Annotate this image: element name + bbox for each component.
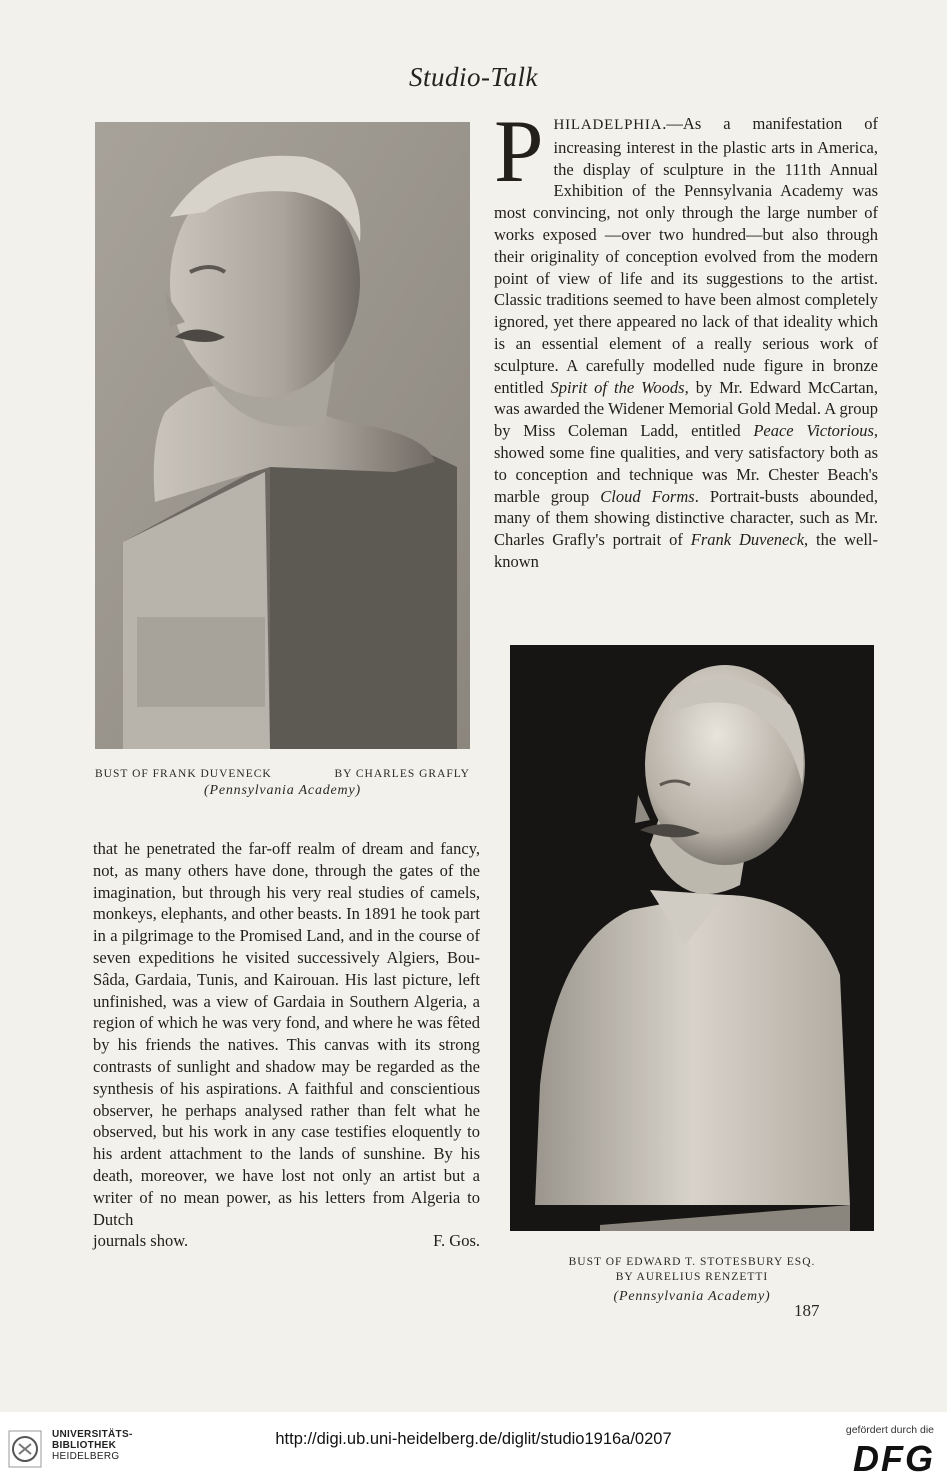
left-column-text: that he penetrated the far-off realm of dream and fancy, not, as many others have done, through the gates of the imagination, but through his very real studies of camels, monkeys, elephants, and other beasts. In 1891 he took part in a pilgrimage to the Promised Land, and in the course of seven expeditions he visited successively Algiers, Bou-Sâda, Gardaia, Tunis, and Kairouan. His last picture, left unfinished, was a view of Gardaia in Southern Algeria, a region of which he was very fond, and where he was fêted by his friends the natives. This canvas with its strong contrasts of sunlight and shadow may be regarded as the synthesis of his aspirations. A faithful and conscientious observer, he perhaps analysed rather than felt what he observed, but his work in any case testifies eloquently to his ardent attachment to the lands of sunshine. By his death, moreover, we have lost not only an artist but a writer of no mean power, as his letters from Algeria to Dutch — [93, 839, 480, 1229]
source-url-link[interactable]: http://digi.ub.uni-heidelberg.de/diglit/studio1916a/0207 — [275, 1430, 672, 1448]
article-text: , showed some fine qualities, and very satisfactory both as to conception and technique was Mr. Chester Beach's marble group — [494, 421, 878, 506]
library-line: BIBLIOTHEK — [52, 1440, 117, 1451]
article-text: , the well-known — [494, 530, 879, 571]
running-title: Studio-Talk — [408, 62, 539, 92]
article-text: . Portrait-busts abounded, many of them showing distinctive character, such as Mr. Charles Grafly's portrait of — [494, 486, 878, 550]
figure-2-caption — [510, 1255, 874, 1304]
figure-2-artist: BY AURELIUS RENZETTI — [615, 1271, 769, 1283]
figure-2-location: (Pennsylvania Academy) — [613, 1289, 771, 1304]
article-column-left — [93, 838, 480, 1252]
article-text: .—As a manifestation of increasing interest in the plastic arts in America, the display of sculpture in the 111th Annual Exhibition of the Pennsylvania Academy was most convincing, not only through the large number of works exposed —over two hundred—but also through their originality of conception evolved from the modern point of view of life and its suggestions to the artist. Classic traditions seemed to have been almost completely ignored, yet there appeared no lack of that ideality which is an essential element of a really serious work of sculpture. A carefully modelled nude figure in bronze entitled — [494, 114, 878, 397]
last-line: journals show. — [93, 1231, 189, 1251]
figure-2-subject: BUST OF EDWARD T. STOTESBURY ESQ. — [568, 1256, 816, 1268]
page-number: 187 — [794, 1301, 820, 1320]
bust-stotesbury-photo — [510, 645, 874, 1231]
library-line: UNIVERSITÄTS- — [52, 1429, 133, 1440]
digitization-footer — [0, 1412, 947, 1482]
work-title: Spirit of the Woods — [550, 377, 685, 397]
drop-cap: P — [494, 103, 544, 201]
article-text: , by Mr. Edward McCartan, was awarded the Widener Memorial Gold Medal. A group by Miss Coleman Ladd, entitled — [494, 377, 879, 441]
lead-word: HILADELPHIA — [553, 117, 663, 133]
work-title: Frank Duveneck — [690, 530, 805, 550]
work-title: Cloud Forms — [600, 486, 695, 506]
figure-1-subject: BUST OF FRANK DUVENECK — [95, 768, 272, 780]
figure-1-location: (Pennsylvania Academy) — [204, 783, 361, 798]
author-signature: F. Gos. — [433, 1231, 480, 1251]
figure-1-caption — [95, 768, 470, 799]
dfg-logo: DFG — [853, 1438, 935, 1479]
library-line: HEIDELBERG — [52, 1451, 120, 1462]
article-column-right — [494, 103, 879, 573]
figure-1-artist: BY CHARLES GRAFLY — [334, 768, 470, 780]
funding-note: gefördert durch die — [845, 1424, 934, 1436]
work-title: Peace Victorious — [753, 421, 874, 441]
bust-duveneck-photo — [95, 122, 470, 749]
